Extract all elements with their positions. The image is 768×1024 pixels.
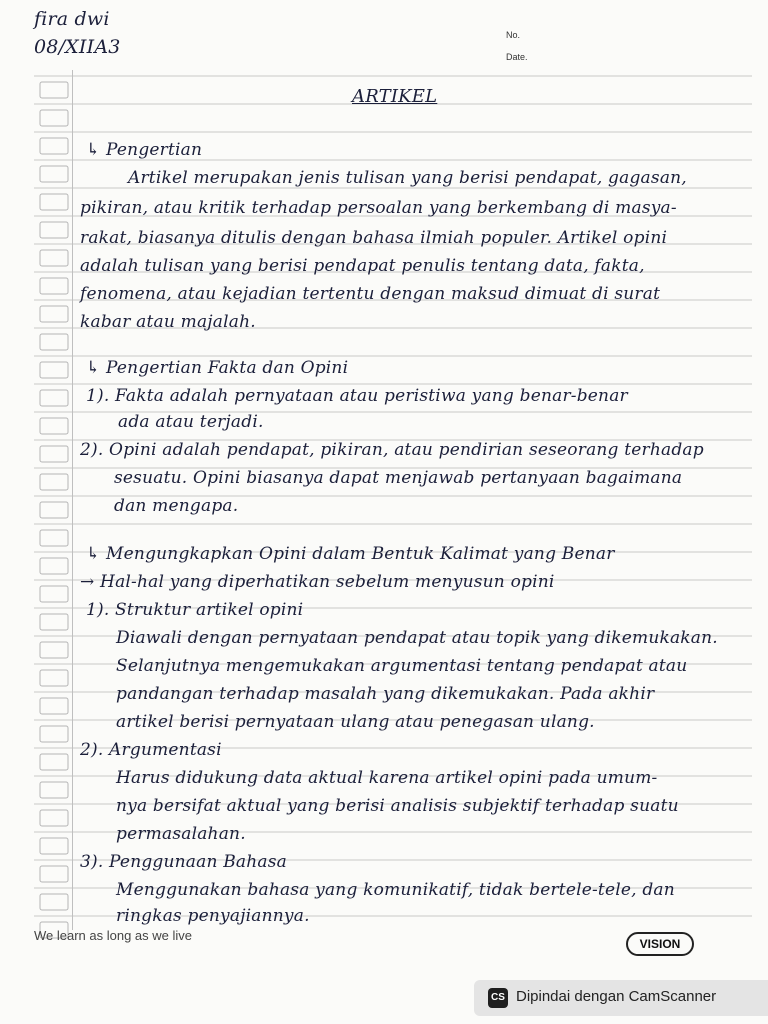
margin-box — [40, 586, 68, 602]
page-title: ARTIKEL — [352, 86, 438, 107]
text-line: fenomena, atau kejadian tertentu dengan maksud dimuat di surat — [80, 284, 661, 304]
margin-line — [72, 70, 73, 930]
list-item: 2). Opini adalah pendapat, pikiran, atau pendirian seseorang terhadap — [80, 440, 704, 460]
margin-box — [40, 838, 68, 854]
margin-box — [40, 866, 68, 882]
margin-box — [40, 82, 68, 98]
text-line: artikel berisi pernyataan ulang atau penegasan ulang. — [116, 712, 595, 732]
scanner-text: Dipindai dengan CamScanner — [516, 988, 717, 1005]
text-line: pikiran, atau kritik terhadap persoalan yang berkembang di masya- — [80, 198, 677, 218]
margin-box — [40, 726, 68, 742]
text-line: Diawali dengan pernyataan pendapat atau topik yang dikemukakan. — [116, 628, 718, 648]
margin-box — [40, 754, 68, 770]
text-line: sesuatu. Opini biasanya dapat menjawab pertanyaan bagaimana — [114, 468, 683, 488]
margin-box — [40, 194, 68, 210]
subheading: → Hal-hal yang diperhatikan sebelum menyusun opini — [80, 572, 555, 592]
margin-box — [40, 306, 68, 322]
margin-box — [40, 278, 68, 294]
list-item: 3). Penggunaan Bahasa — [80, 852, 287, 872]
date-label: Date. — [506, 52, 528, 62]
text-line: nya bersifat aktual yang berisi analisis subjektif terhadap suatu — [116, 796, 679, 816]
margin-box — [40, 782, 68, 798]
margin-box — [40, 698, 68, 714]
margin-box — [40, 222, 68, 238]
margin-box — [40, 446, 68, 462]
margin-box — [40, 418, 68, 434]
margin-box — [40, 138, 68, 154]
text-line: Harus didukung data aktual karena artikel opini pada umum- — [116, 768, 658, 788]
margin-box — [40, 334, 68, 350]
text-line: rakat, biasanya ditulis dengan bahasa ilmiah populer. Artikel opini — [80, 228, 668, 248]
margin-box — [40, 502, 68, 518]
text-line: permasalahan. — [116, 824, 246, 844]
text-line: ringkas penyajiannya. — [116, 906, 310, 926]
margin-box — [40, 894, 68, 910]
heading-pengertian: ↳ Pengertian — [86, 140, 203, 160]
margin-box — [40, 530, 68, 546]
margin-box — [40, 362, 68, 378]
text-line: adalah tulisan yang berisi pendapat penulis tentang data, fakta, — [80, 256, 645, 276]
brand-logo: VISION — [626, 932, 694, 956]
text-line: ada atau terjadi. — [118, 412, 264, 432]
heading-mengungkapkan-opini: ↳ Mengungkapkan Opini dalam Bentuk Kalimat yang Benar — [86, 544, 615, 564]
text-line: kabar atau majalah. — [80, 312, 256, 332]
student-class: 08/XIIA3 — [34, 36, 121, 58]
margin-box — [40, 614, 68, 630]
margin-box — [40, 166, 68, 182]
margin-box — [40, 642, 68, 658]
list-item: 1). Fakta adalah pernyataan atau peristiwa yang benar-benar — [86, 386, 628, 406]
text-line: Artikel merupakan jenis tulisan yang berisi pendapat, gagasan, — [128, 168, 687, 188]
scanner-banner — [474, 980, 768, 1016]
text-line: pandangan terhadap masalah yang dikemukakan. Pada akhir — [116, 684, 655, 704]
margin-box — [40, 810, 68, 826]
margin-box — [40, 474, 68, 490]
text-line: Menggunakan bahasa yang komunikatif, tidak bertele-tele, dan — [116, 880, 675, 900]
list-item: 1). Struktur artikel opini — [86, 600, 304, 620]
text-line: dan mengapa. — [114, 496, 239, 516]
margin-box — [40, 558, 68, 574]
margin-box — [40, 390, 68, 406]
heading-fakta-opini: ↳ Pengertian Fakta dan Opini — [86, 358, 349, 378]
student-name: fira dwi — [34, 8, 110, 30]
text-line: Selanjutnya mengemukakan argumentasi tentang pendapat atau — [116, 656, 688, 676]
margin-box — [40, 250, 68, 266]
margin-box — [40, 110, 68, 126]
footer-motto: We learn as long as we live — [34, 928, 193, 943]
list-item: 2). Argumentasi — [80, 740, 222, 760]
margin-box — [40, 670, 68, 686]
camscanner-logo-icon: CS — [488, 988, 508, 1008]
no-label: No. — [506, 30, 521, 40]
